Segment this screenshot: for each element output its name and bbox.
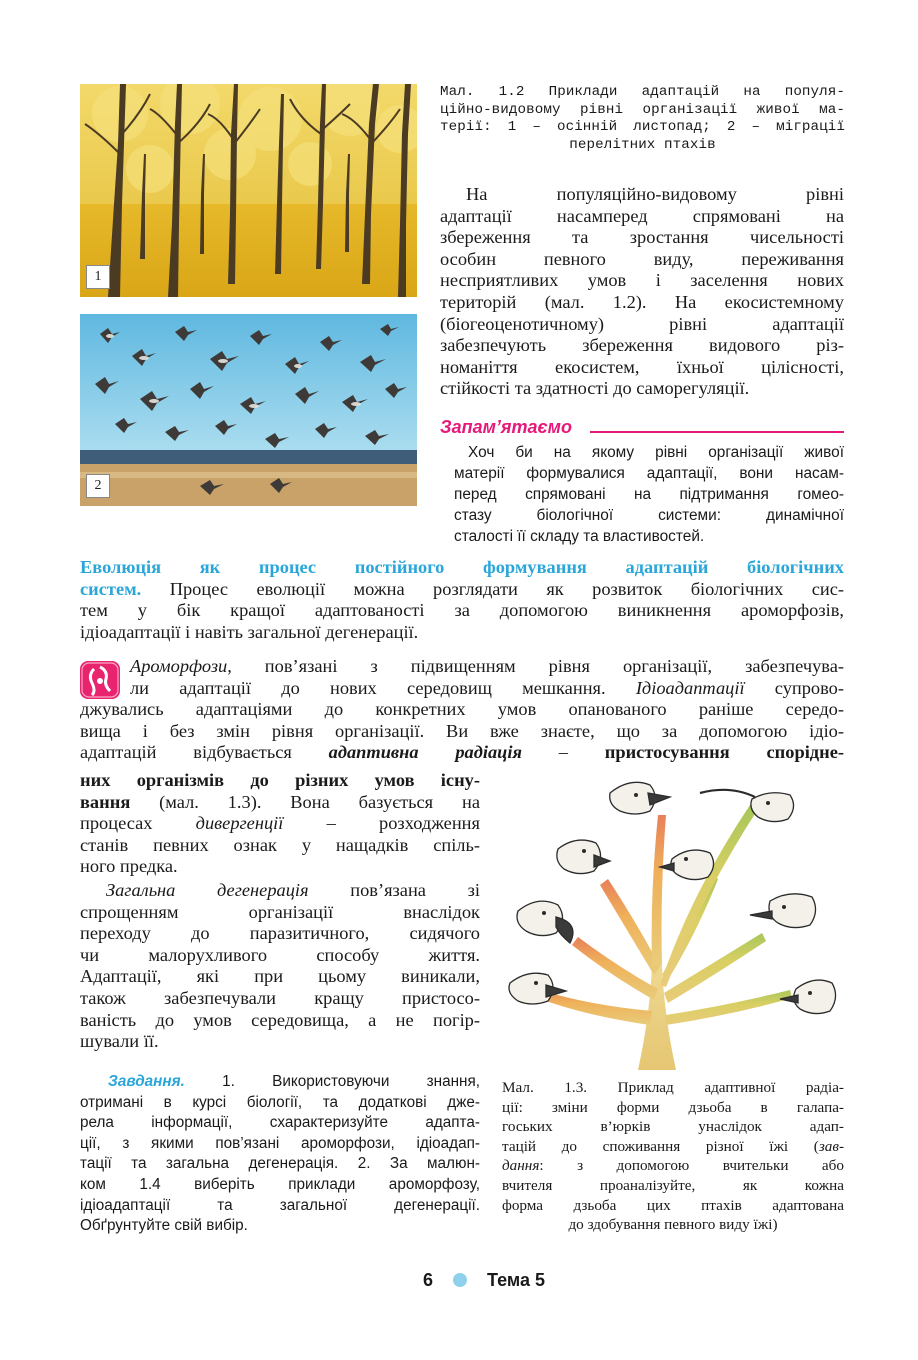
memo-text — [454, 442, 844, 547]
paragraph-line: На популяційно-видовому рівні — [466, 184, 844, 204]
photo-autumn-trees — [80, 84, 417, 297]
paragraph-line: збереження та зростання чисельності — [440, 227, 844, 248]
caption-line — [502, 1156, 844, 1176]
paragraph-line: несприятливих умов і заселення нових — [440, 270, 844, 291]
paragraph-line: адаптації насамперед спрямовані на — [440, 205, 844, 226]
figure-1-3-caption — [502, 1078, 844, 1235]
degeneration-line: шували її. — [80, 1031, 159, 1052]
caption-line: Мал. 1.2 Приклади адаптацій на популя- — [440, 84, 845, 100]
task-line: Обґрунтуйте свій вибір. — [80, 1217, 248, 1235]
task-block — [108, 1072, 480, 1093]
aromorph-line: вища і без змін рівня організації. Ви вже знаєте, що за допомогою ідіо- — [80, 720, 844, 741]
aromorph-line — [130, 656, 844, 678]
task-line: ції, з якими пов’язані ароморфози, ідіоадап- — [80, 1134, 480, 1152]
aromorph-line: ного предка. — [80, 856, 178, 877]
aromorph-text: – розходження — [283, 813, 480, 834]
paragraph-line: забезпечують збереження видового різ- — [440, 335, 844, 356]
term-aromorphosis: Ароморфози, — [130, 656, 232, 676]
degeneration-line: спрощенням організації внаслідок — [80, 901, 480, 922]
degeneration-line: Адаптації, які при цьому виникали, — [80, 966, 480, 987]
caption-line: ційно-видовому рівні організації живої ма- — [440, 101, 845, 118]
footer-bullet-icon — [453, 1273, 467, 1287]
autumn-trees-illustration — [80, 84, 417, 297]
caption-italic: зав- — [818, 1137, 844, 1155]
degeneration-line: переходу до паразитичного, сидячого — [80, 923, 480, 944]
memo-heading — [440, 416, 844, 438]
aromorph-line — [80, 813, 480, 835]
term-degeneration: Загальна дегенерація — [106, 880, 309, 900]
aromorph-bold: пристосування спорідне- — [604, 742, 844, 763]
memo-line: сталості її складу та властивостей. — [454, 528, 705, 545]
aromorphosis-paragraph-left — [80, 770, 480, 878]
degeneration-line: ваність до умов середовища, а не погір- — [80, 1009, 480, 1030]
paragraph-line: територій (мал. 1.2). На екосистемному — [440, 291, 844, 312]
caption-italic: дання — [502, 1157, 540, 1175]
population-level-paragraph — [440, 184, 844, 400]
aromorph-line — [80, 770, 480, 792]
degeneration-paragraph — [80, 880, 480, 1053]
aromorph-line — [80, 792, 480, 814]
aromorph-text: пов’язані з підвищенням рівня організації, забезпечува- — [231, 656, 844, 676]
topic-label: Тема 5 — [487, 1270, 545, 1290]
aromorphosis-paragraph-top — [130, 656, 844, 699]
aromorph-line: джувались адаптаціями до конкретних умов опанованого раніше середо- — [80, 699, 844, 719]
page-footer — [0, 1267, 918, 1293]
aromorphosis-paragraph-mid — [80, 699, 844, 764]
task-text: 1. Використовуючи знання, — [184, 1073, 480, 1090]
memo-title-rule — [590, 431, 844, 433]
task-label: Завдання. — [108, 1073, 185, 1090]
key-concept-icon — [80, 661, 120, 699]
degeneration-line — [80, 880, 480, 902]
degeneration-line: також забезпечували кращу пристосо- — [80, 987, 480, 1008]
caption-text: тацій до споживання різної їжі ( — [502, 1137, 819, 1155]
page-number: 6 — [423, 1270, 434, 1290]
task-block-body — [80, 1093, 480, 1237]
memo-title: Запам’ятаємо — [440, 417, 572, 437]
finch-radiation-illustration — [500, 775, 845, 1070]
memo-line: матерії формувалися адаптації, вони насам- — [454, 465, 844, 482]
evolution-heading-line — [80, 557, 844, 579]
term-divergence: дивергенції — [195, 813, 284, 834]
paragraph-line: стійкості та здатності до саморегуляції. — [440, 378, 750, 399]
evolution-paragraph — [80, 557, 844, 643]
paragraph-line: особин певного виду, переживання — [440, 248, 844, 269]
aromorph-line — [130, 678, 844, 700]
caption-text: : з допомогою вчительки або — [539, 1157, 844, 1175]
aromorph-text: адаптацій відбувається — [80, 742, 329, 763]
degeneration-text: пов’язана зі — [308, 880, 480, 900]
photo-number-1: 1 — [86, 265, 110, 289]
paragraph-line: (біогеоценотичному) рівні адаптації — [440, 313, 844, 334]
aromorph-text: (мал. 1.3). Вона базується на — [130, 791, 480, 812]
evolution-heading: Еволюція як процес постійного формування адаптацій біологічних — [80, 557, 844, 577]
evolution-line — [80, 579, 844, 601]
photo-migrating-birds — [80, 314, 417, 506]
figure-1-2-caption — [440, 84, 845, 154]
caption-line: форма дзьоба цих птахів адаптована — [502, 1196, 844, 1214]
caption-line: перелітних птахів — [569, 136, 716, 153]
memo-line: стазу біологічної системи: динамічної — [454, 507, 844, 524]
evolution-line: ідіоадаптації і навіть загальної дегенерації. — [80, 621, 419, 642]
task-line: ком 1.4 виберіть приклади ароморфозу, — [80, 1175, 480, 1193]
photo-number-2: 2 — [86, 474, 110, 498]
task-line: отримані в курсі біології, та додаткові дже- — [80, 1093, 480, 1111]
aromorph-line — [80, 742, 844, 764]
finch-head-icon — [509, 782, 836, 1013]
caption-line — [502, 1137, 844, 1157]
memo-line: перед спрямовані на підтримання гомео- — [454, 486, 844, 503]
caption-line: Мал. 1.3. Приклад адаптивної радіа- — [502, 1079, 844, 1096]
task-line: тації та загальна дегенерація. 2. За малюн- — [80, 1155, 480, 1173]
evolution-line: тем у бік кращої адаптованості за допомогою виникнення ароморфозів, — [80, 600, 844, 621]
evolution-text: Процес еволюції можна розглядати як розвиток біологічних сис- — [169, 578, 844, 599]
aromorph-text: супрово- — [744, 677, 845, 698]
degeneration-line: чи малорухливого способу життя. — [80, 944, 480, 965]
aromorph-line: станів певних ознак у нащадків спіль- — [80, 834, 480, 855]
task-line: ідіоадаптації та загальної дегенерації. — [80, 1196, 480, 1214]
task-line: рела інформації, схарактеризуйте адапта- — [80, 1114, 480, 1132]
aromorph-bold: вання — [80, 791, 131, 812]
term-idioadaptation: Ідіоадаптації — [635, 677, 745, 698]
aromorph-text: ли адаптації до нових середовищ мешкання. — [130, 677, 636, 698]
caption-line: до здобування певного виду їжі) — [568, 1216, 778, 1234]
caption-line: терії: 1 – осінній листопад; 2 – міграції — [440, 119, 845, 135]
term-adaptive-radiation: адаптивна радіація — [328, 742, 522, 763]
paragraph-line: номаніття екосистем, їхньої цілісності, — [440, 356, 844, 377]
aromorph-text: – — [521, 742, 605, 763]
caption-line: гоських в’юрків унаслідок адап- — [502, 1118, 844, 1136]
migrating-birds-illustration — [80, 314, 417, 506]
aromorph-text: процесах — [80, 813, 196, 834]
task-line — [108, 1072, 480, 1093]
caption-line: вчителя проаналізуйте, як кожна — [502, 1176, 844, 1194]
memo-line: Хоч би на якому рівні організації живої — [468, 444, 844, 461]
evolution-heading-end: систем. — [80, 578, 142, 599]
aromorph-bold: них організмів до різних умов існу- — [80, 770, 480, 790]
caption-line: ції: зміни форми дзьоба в галапа- — [502, 1098, 844, 1116]
